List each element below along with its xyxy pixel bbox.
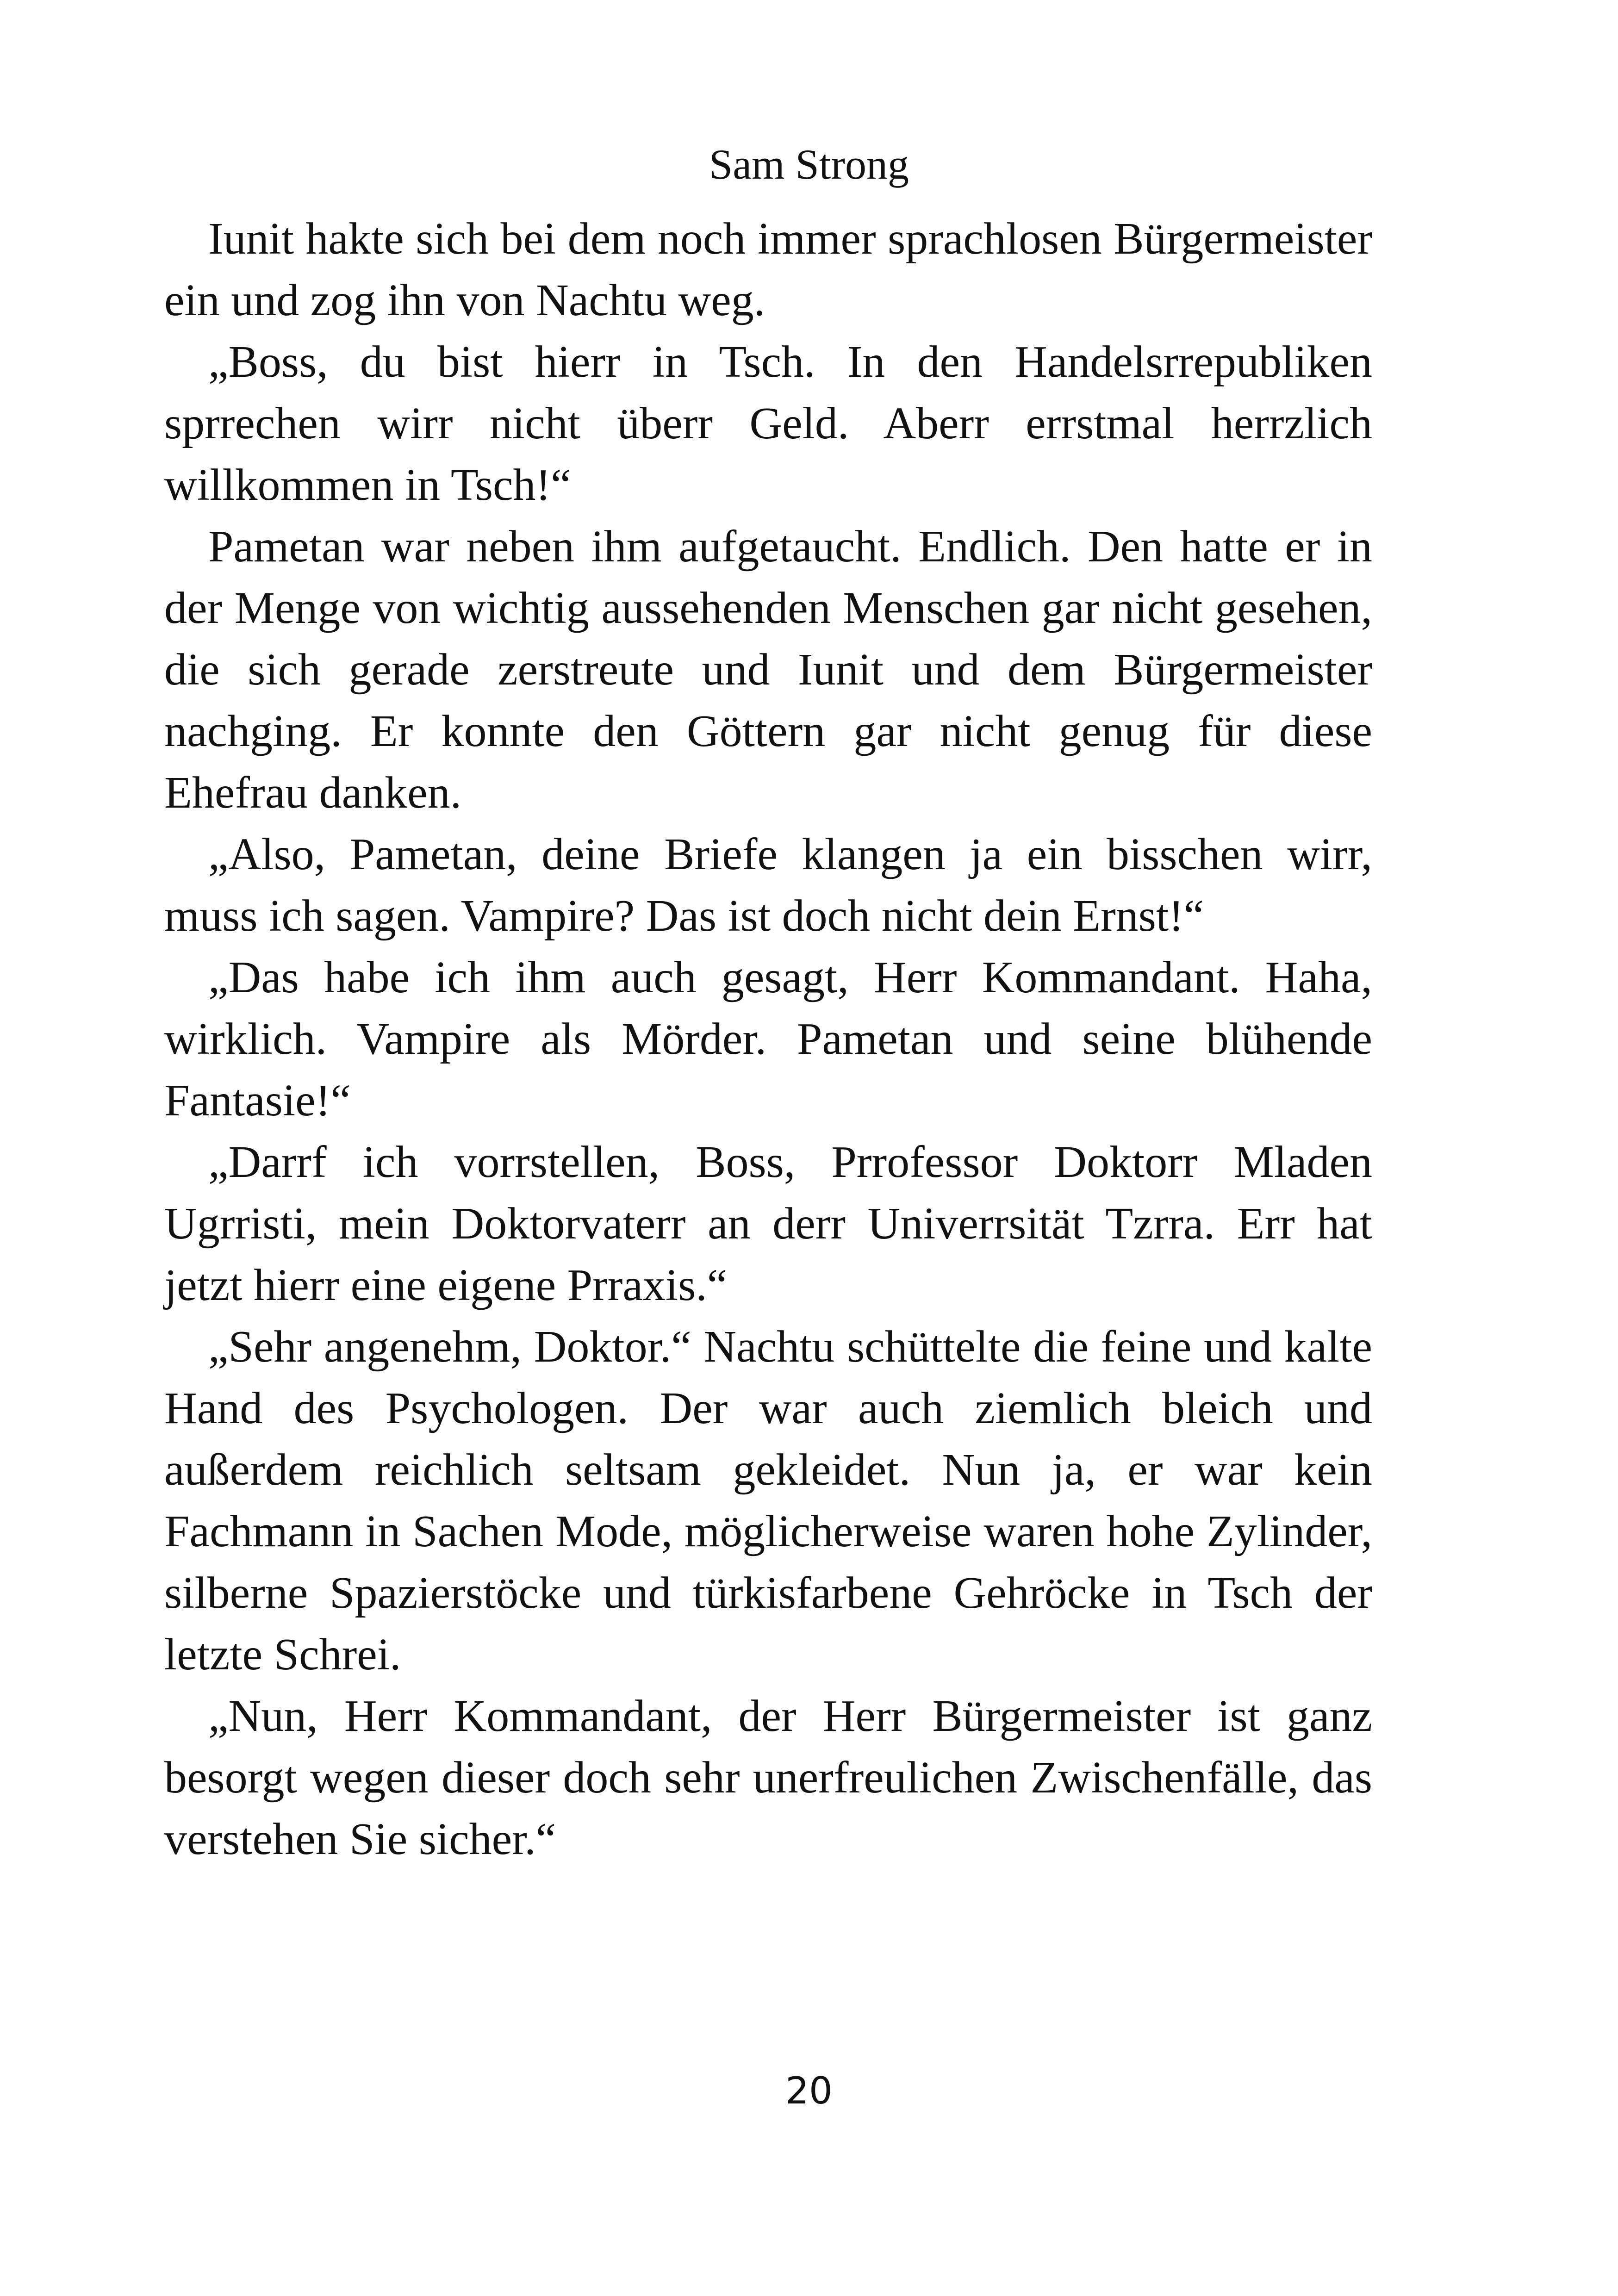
paragraph: „Also, Pametan, deine Briefe klangen ja ein bisschen wirr, muss ich sagen. Vampire? Das ist doch nicht dein Ernst!“ <box>164 829 1372 941</box>
paragraph: Iunit hakte sich bei dem noch immer sprachlosen Bürgermeister ein und zog ihn von Nachtu weg. <box>164 214 1372 325</box>
paragraph: „Darrf ich vorrstellen, Boss, Prrofessor Doktorr Mladen Ugrristi, mein Doktorvaterr an derr Univerrsität Tzrra. Err hat jetzt hierr eine eigene Prraxis.“ <box>164 1137 1372 1310</box>
page-number: 20 <box>785 2069 833 2112</box>
paragraph: „Das habe ich ihm auch gesagt, Herr Kommandant. Haha, wirklich. Vampire als Mörder. Pametan und seine blühende Fantasie!“ <box>164 952 1372 1126</box>
paragraph: „Sehr angenehm, Doktor.“ Nachtu schüttelte die feine und kalte Hand des Psychologen. Der war auch ziemlich bleich und außerdem reichlich seltsam gekleidet. Nun ja, er war kein Fachmann in Sachen Mode, möglicherweise waren hohe Zylinder, silberne Spazierstöcke und türkisfarbene Gehröcke in Tsch der letzte Schrei. <box>164 1322 1372 1680</box>
paragraph: „Nun, Herr Kommandant, der Herr Bürgermeister ist ganz besorgt wegen dieser doch sehr unerfreulichen Zwischenfälle, das verstehen Sie sicher.“ <box>164 1691 1372 1864</box>
body-text <box>164 208 1372 1870</box>
paragraph: Pametan war neben ihm aufgetaucht. Endlich. Den hatte er in der Menge von wichtig aussehenden Menschen gar nicht gesehen, die sich gerade zerstreute und Iunit und dem Bürgermeister nachging. Er konnte den Göttern gar nicht genug für diese Ehefrau danken. <box>164 522 1372 818</box>
running-header: Sam Strong <box>709 141 909 188</box>
paragraph: „Boss, du bist hierr in Tsch. In den Handelsrrepubliken sprrechen wirr nicht überr Geld. Aberr errstmal herrzlich willkommen in Tsch!“ <box>164 337 1372 510</box>
